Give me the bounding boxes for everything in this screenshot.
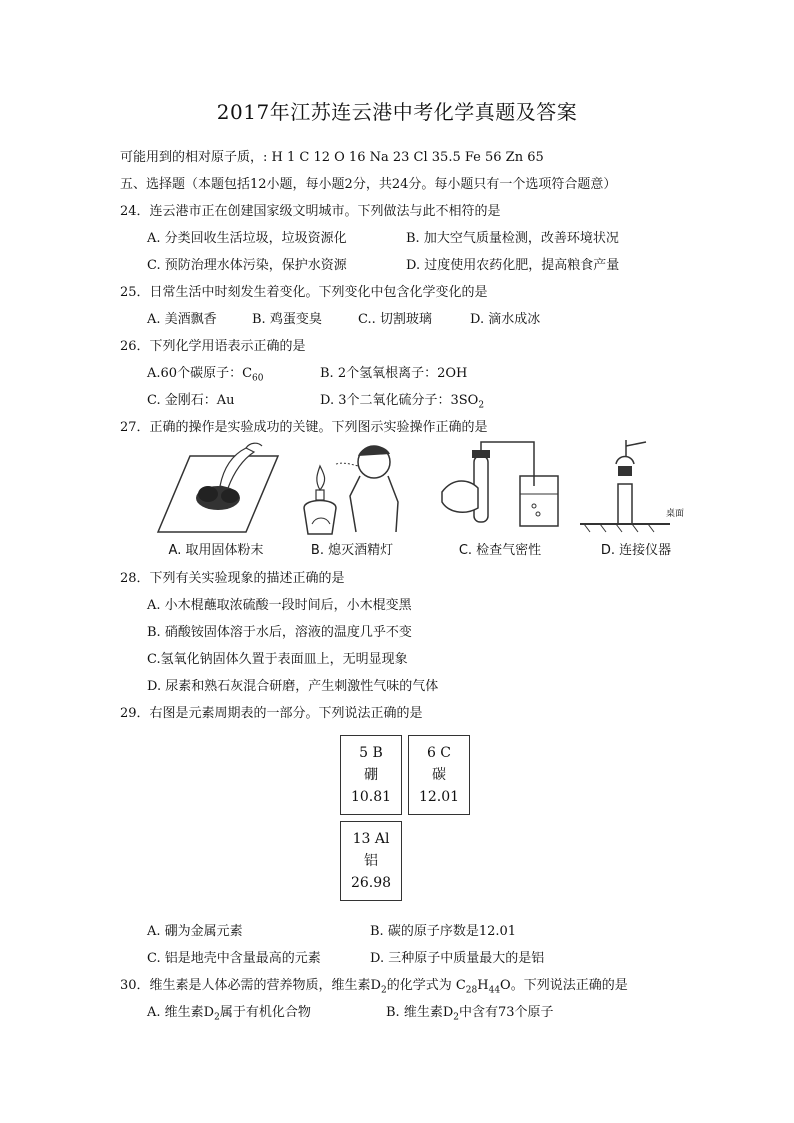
q30-option-b: B. 维生素$D_2$中含有73个原子 [386, 1005, 554, 1023]
airtightness-illustration [434, 436, 566, 540]
cell-number-symbol: 5 B [359, 745, 383, 761]
element-cell-aluminum [340, 821, 402, 901]
q29-option-c: C. 铝是地壳中含量最高的元素 [147, 951, 321, 966]
q28-option-a: A. 小木棍蘸取浓硫酸一段时间后，小木棍变黑 [147, 598, 412, 613]
cell-number-symbol: 13 Al [352, 831, 390, 847]
q29-stem: 29．右图是元素周期表的一部分。下列说法正确的是 [120, 706, 423, 721]
q27-stem: 27．正确的操作是实验成功的关键。下列图示实验操作正确的是 [120, 420, 488, 435]
q26-option-a: A.60个碳原子：$C_{60}$ [147, 366, 264, 384]
periodic-table-fragment [338, 733, 476, 903]
q26-option-c: C. 金刚石：Au [147, 393, 235, 408]
caption-d: D. 连接仪器 [600, 543, 672, 558]
q28-option-c: C.氢氧化钠固体久置于表面皿上，无明显现象 [147, 652, 408, 667]
cell-atomic-mass: 12.01 [418, 789, 460, 805]
caption-c: C. 检查气密性 [458, 543, 542, 558]
q26-option-d: D. 3个二氧化硫分子：$3SO_2$ [320, 393, 485, 411]
q25-option-c: C.. 切割玻璃 [358, 312, 432, 327]
figure-d [570, 436, 702, 560]
q29-option-b: B. 碳的原子序数是12.01 [370, 924, 517, 939]
paper-powder-illustration [150, 436, 282, 540]
q25-option-b: B. 鸡蛋变臭 [252, 312, 322, 327]
q30-option-a: A. 维生素$D_2$属于有机化合物 [147, 1005, 311, 1023]
blowing-lamp-illustration [286, 436, 418, 540]
cell-element-name: 硼 [364, 767, 378, 783]
q24-option-c: C. 预防治理水体污染，保护水资源 [147, 258, 347, 273]
q29-option-d: D. 三种原子中质量最大的是铝 [370, 951, 545, 966]
q24-stem: 24．连云港市正在创建国家级文明城市。下列做法与此不相符的是 [120, 204, 501, 219]
figure-c [434, 436, 566, 560]
figure-b [286, 436, 418, 560]
cell-number-symbol: 6 C [426, 745, 452, 761]
q28-option-b: B. 硝酸铵固体溶于水后，溶液的温度几乎不变 [147, 625, 412, 640]
cell-atomic-mass: 10.81 [350, 789, 392, 805]
caption-b: B. 熄灭酒精灯 [310, 543, 394, 558]
q30-stem: 30．维生素是人体必需的营养物质，维生素$D_2$的化学式为 $C_{28}H_{44}O$。下列说法正确的是 [120, 978, 628, 996]
page-title: 2017年江苏连云港中考化学真题及答案 [216, 100, 578, 124]
figure-a [150, 436, 282, 560]
q25-stem: 25．日常生活中时刻发生着变化。下列变化中包含化学变化的是 [120, 285, 488, 300]
element-cell-carbon [408, 735, 470, 815]
q27-figures [150, 436, 690, 560]
caption-a: A. 取用固体粉末 [168, 543, 264, 558]
cell-element-name: 碳 [432, 767, 446, 783]
q24-option-b: B. 加大空气质量检测，改善环境状况 [406, 231, 619, 246]
element-cell-boron [340, 735, 402, 815]
q25-option-a: A. 美酒飘香 [147, 312, 217, 327]
section-header: 五、选择题（本题包括12小题，每小题2分，共24分。每小题只有一个选项符合题意） [120, 177, 617, 192]
q26-stem: 26．下列化学用语表示正确的是 [120, 339, 306, 354]
q28-stem: 28．下列有关实验现象的描述正确的是 [120, 571, 345, 586]
desk-label: 桌面 [666, 509, 685, 519]
atomic-mass-line: 可能用到的相对原子质，: H 1 C 12 O 16 Na 23 Cl 35.5 Fe 56 Zn 65 [120, 150, 544, 165]
q24-option-a: A. 分类回收生活垃圾，垃圾资源化 [147, 231, 347, 246]
q28-option-d: D. 尿素和熟石灰混合研磨，产生刺激性气味的气体 [147, 679, 439, 694]
q24-option-d: D. 过度使用农药化肥，提高粮食产量 [406, 258, 620, 273]
q29-option-a: A. 硼为金属元素 [147, 924, 243, 939]
cell-element-name: 铝 [364, 853, 378, 869]
connect-apparatus-illustration [570, 436, 702, 540]
cell-atomic-mass: 26.98 [350, 875, 392, 891]
q25-option-d: D. 滴水成冰 [470, 312, 541, 327]
q26-option-b: B. 2个氢氧根离子：2OH [320, 366, 468, 381]
